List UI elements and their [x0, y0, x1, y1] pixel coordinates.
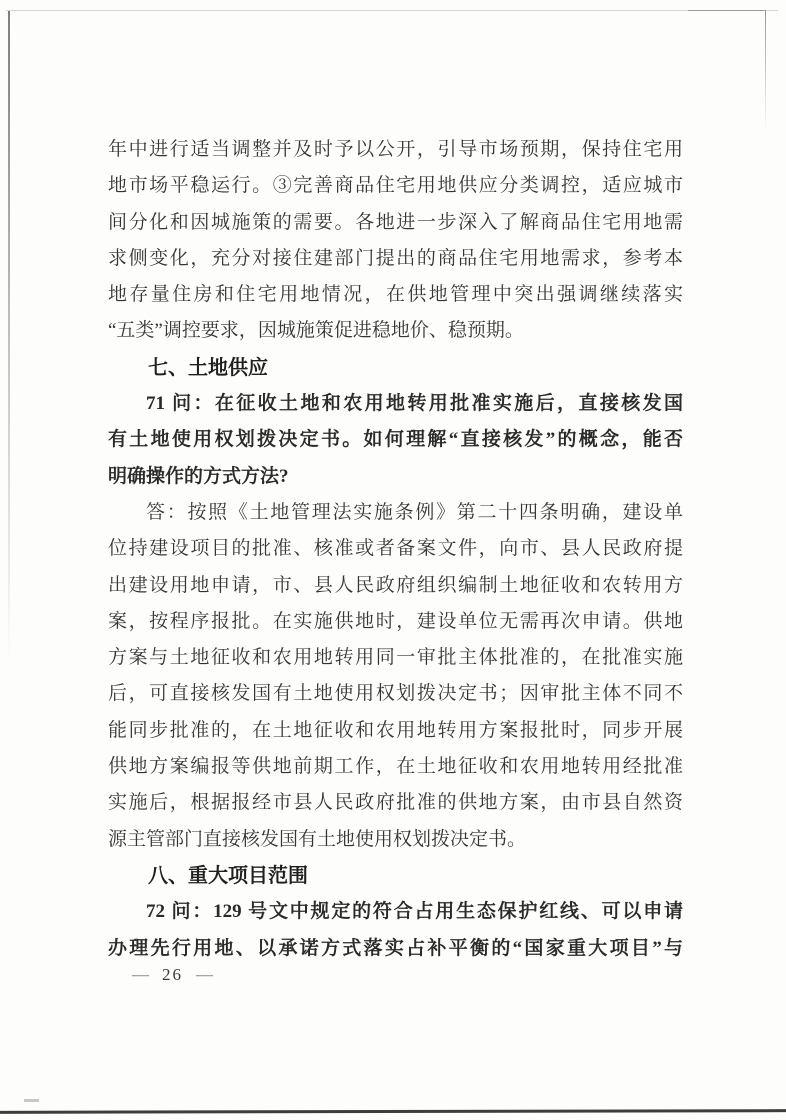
text-line: 供地方案编报等供地前期工作，在土地征收和农用地转用经批准 — [108, 756, 683, 778]
text-line: 后，可直接核发国有土地使用权划拨决定书；因审批主体不同不 — [108, 683, 683, 705]
page-number — [132, 960, 213, 990]
page-border-left — [8, 11, 10, 661]
question-line: 72 问：129 号文中规定的符合占用生态保护红线、可以申请 — [146, 901, 683, 923]
text-line: 答：按照《土地管理法实施条例》第二十四条明确，建设单 — [146, 501, 683, 523]
text-line: 能同步批准的，在土地征收和农用地转用方案报批时，同步开展 — [108, 719, 683, 741]
page-number-dash-right: — — [196, 967, 213, 983]
scan-smudge — [24, 1099, 39, 1102]
page-border-top-right — [688, 10, 766, 11]
section-heading: 七、土地供应 — [148, 356, 268, 379]
question-line: 有土地使用权划拨决定书。如何理解“直接核发”的概念，能否 — [108, 429, 683, 451]
text-line: 地存量住房和住宅用地情况，在供地管理中突出强调继续落实 — [108, 284, 683, 306]
page-border-right — [765, 11, 766, 131]
page-bottom-edge — [0, 1109, 786, 1114]
page-number-dash-left: — — [132, 967, 149, 983]
text-line: 源主管部门直接核发国有土地使用权划拨决定书。 — [108, 828, 527, 850]
text-line: “五类”调控要求，因城施策促进稳地价、稳预期。 — [108, 320, 524, 342]
text-line: 案，按程序报批。在实施供地时，建设单位无需再次申请。供地 — [108, 610, 683, 632]
text-line: 位持建设项目的批准、核准或者备案文件，向市、县人民政府提 — [108, 538, 683, 560]
text-line: 年中进行适当调整并及时予以公开，引导市场预期，保持住宅用 — [108, 139, 683, 160]
page-number-value: 26 — [162, 965, 183, 984]
section-heading: 八、重大项目范围 — [148, 864, 308, 887]
text-line: 方案与土地征收和农用地转用同一审批主体批准的，在批准实施 — [108, 647, 683, 669]
question-line: 明确操作的方式方法? — [108, 465, 289, 487]
document-body — [108, 132, 683, 967]
text-line: 间分化和因城施策的需要。各地进一步深入了解商品住宅用地需 — [108, 211, 683, 233]
page-border-top — [6, 10, 778, 11]
text-line: 实施后，根据报经市县人民政府批准的供地方案，由市县自然资 — [108, 792, 683, 814]
text-line: 地市场平稳运行。③完善商品住宅用地供应分类调控，适应城市 — [108, 175, 683, 197]
question-line: 71 问：在征收土地和农用地转用批准实施后，直接核发国 — [146, 393, 683, 415]
text-line: 求侧变化，充分对接住建部门提出的商品住宅用地需求，参考本 — [108, 247, 683, 269]
question-line: 办理先行用地、以承诺方式落实占补平衡的“国家重大项目”与 — [108, 937, 683, 959]
text-line: 出建设用地申请，市、县人民政府组织编制土地征收和农转用方 — [108, 574, 683, 596]
